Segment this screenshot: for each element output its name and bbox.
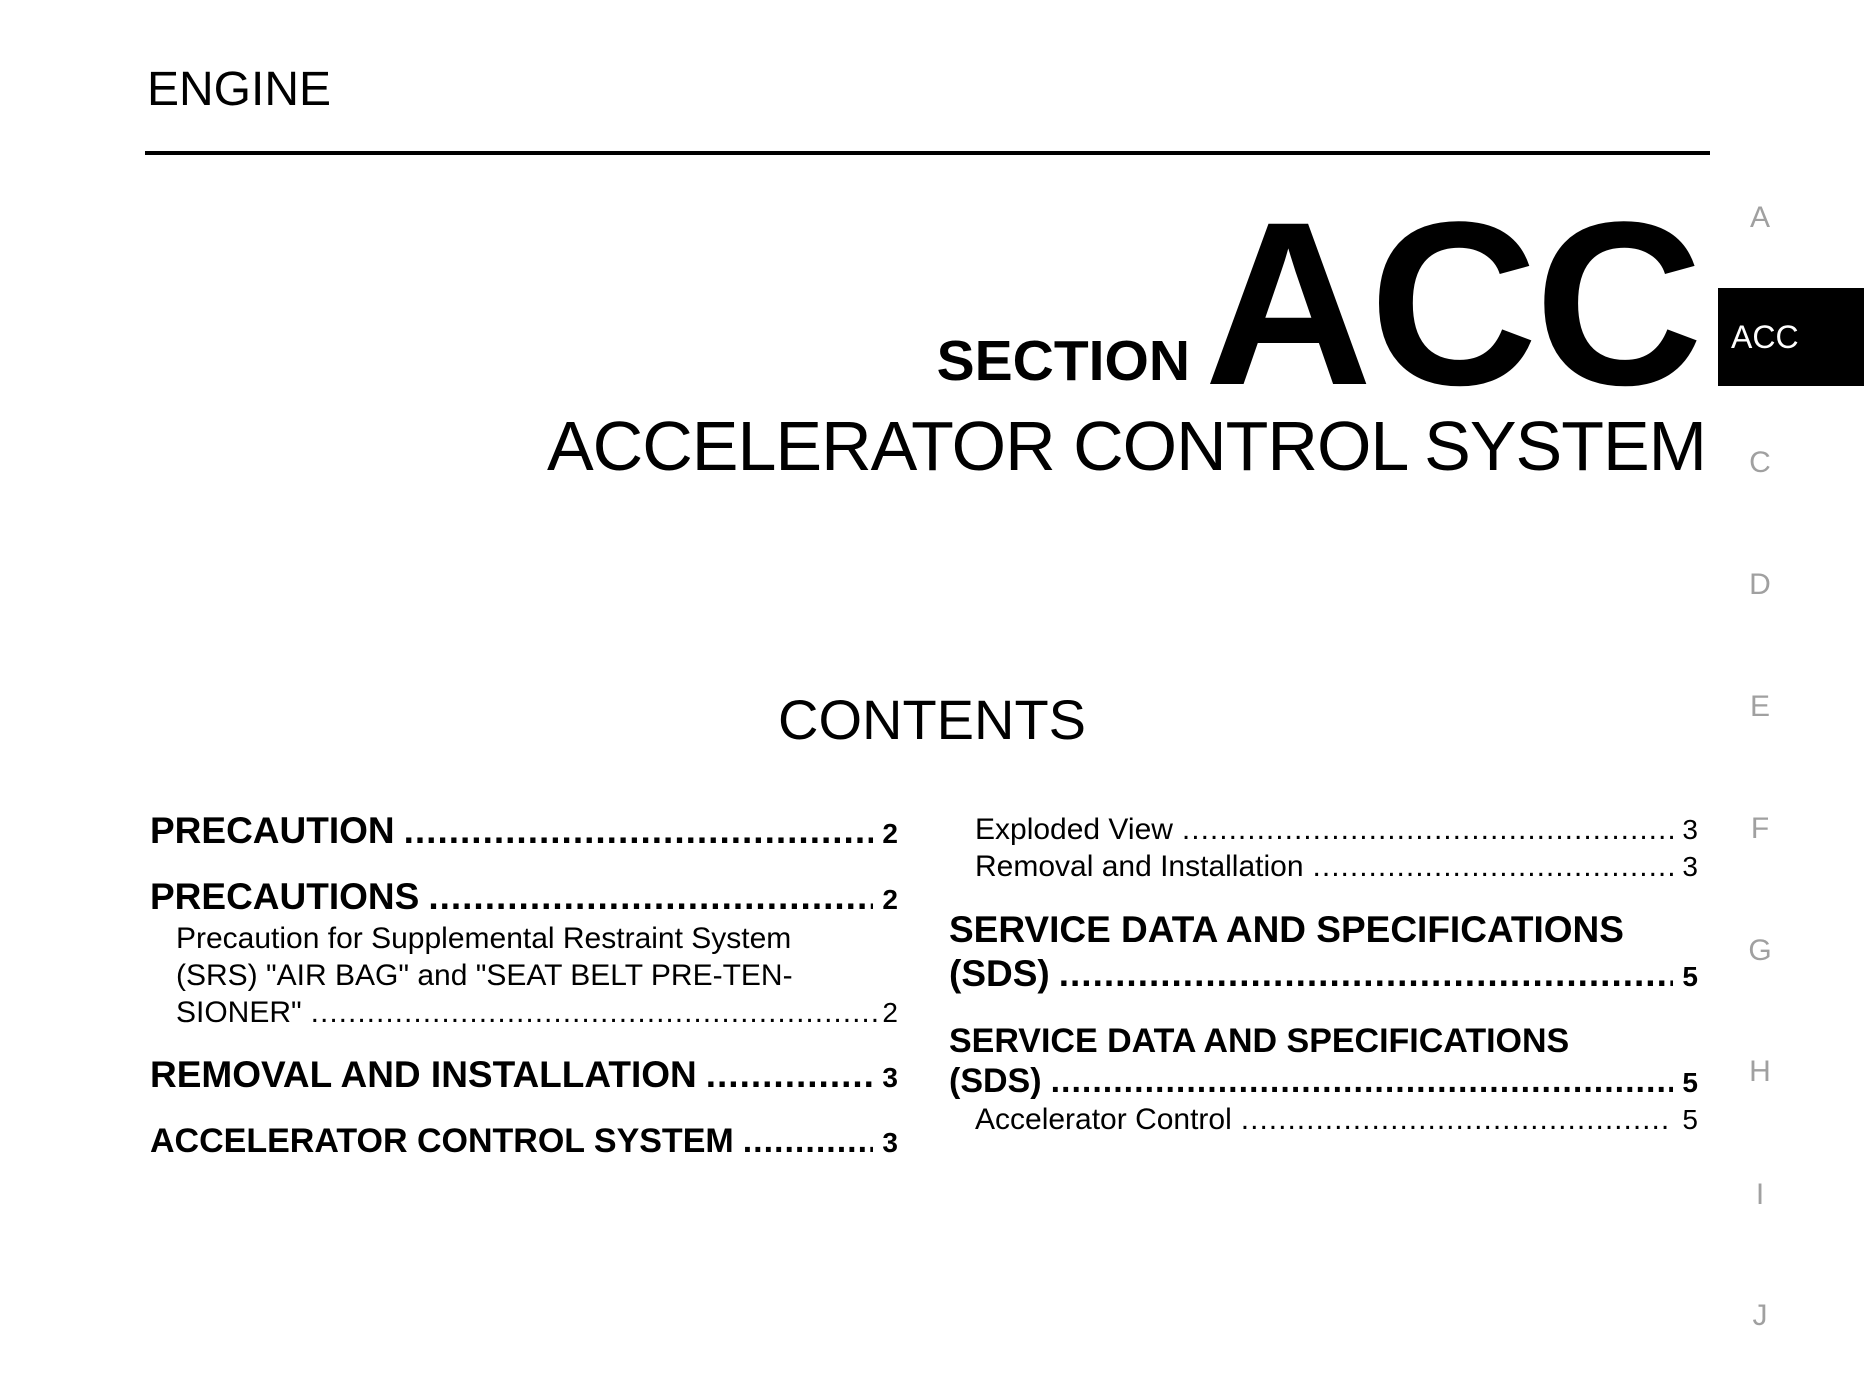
dot-leader	[1051, 1061, 1674, 1101]
toc-entry-title: REMOVAL AND INSTALLATION	[150, 1054, 697, 1095]
index-tab-e[interactable]: E	[1749, 690, 1770, 723]
dot-leader	[706, 1054, 874, 1096]
dot-leader	[1241, 1103, 1674, 1137]
toc-entry-srs-precaution[interactable]	[176, 920, 898, 1031]
toc-page-number: 3	[1682, 814, 1698, 845]
toc-entry-title-line: (SDS)	[949, 953, 1050, 994]
group-title: ENGINE	[147, 63, 332, 116]
toc-page-number: 2	[882, 884, 898, 915]
dot-leader	[1182, 813, 1674, 847]
toc-entry-title-line: SIONER"	[176, 996, 302, 1029]
contents-heading: CONTENTS	[778, 688, 1086, 751]
toc-page-number: 5	[1682, 961, 1698, 992]
index-tab-j[interactable]: J	[1752, 1299, 1768, 1332]
toc-entry-sds-2[interactable]	[949, 1021, 1698, 1103]
toc-page-number: 5	[1682, 1067, 1698, 1098]
index-tab-a[interactable]: A	[1749, 201, 1770, 234]
toc-entry-title-line: (SDS)	[949, 1062, 1042, 1100]
toc-page-number: 2	[882, 818, 898, 849]
toc-entry-title: ACCELERATOR CONTROL SYSTEM	[150, 1122, 734, 1160]
section-label: SECTION	[936, 329, 1190, 393]
toc-entry-sds-1[interactable]	[949, 908, 1698, 999]
toc-entry-precaution[interactable]	[150, 810, 898, 852]
toc-entry-title: PRECAUTIONS	[150, 876, 420, 917]
index-tab-c[interactable]: C	[1749, 446, 1771, 479]
index-tab-acc-active[interactable]: ACC	[1718, 288, 1864, 386]
toc-entry-precautions[interactable]	[150, 876, 898, 918]
toc-entry-title: PRECAUTION	[150, 810, 395, 851]
toc-entry-title: Accelerator Control	[975, 1103, 1232, 1136]
index-tab-i[interactable]: I	[1755, 1178, 1765, 1211]
toc-page-number: 5	[1682, 1104, 1698, 1135]
toc-entry-title: Exploded View	[975, 813, 1173, 846]
section-code: ACC	[1204, 174, 1700, 434]
toc-page-number: 3	[1682, 851, 1698, 882]
toc-entry-accelerator-control[interactable]	[975, 1103, 1698, 1137]
toc-entry-title: Removal and Installation	[975, 850, 1304, 883]
index-tab-d[interactable]: D	[1749, 568, 1771, 601]
toc-entry-removal-and-installation[interactable]	[975, 850, 1698, 884]
index-tab-h[interactable]: H	[1749, 1055, 1771, 1088]
dot-leader	[1059, 952, 1674, 996]
dot-leader	[404, 810, 874, 852]
toc-page-number: 2	[882, 997, 898, 1028]
index-tab-f[interactable]: F	[1750, 812, 1770, 845]
section-name: ACCELERATOR CONTROL SYSTEM	[546, 407, 1706, 485]
toc-page-number: 3	[882, 1127, 898, 1158]
toc-entry-removal-installation[interactable]	[150, 1054, 898, 1096]
toc-entry-exploded-view[interactable]	[975, 813, 1698, 847]
toc-entry-title-line: SERVICE DATA AND SPECIFICATIONS	[949, 909, 1624, 950]
toc-entry-title-line: Precaution for Supplemental Restraint System	[176, 922, 792, 955]
header-rule	[145, 151, 1710, 155]
dot-leader	[311, 994, 882, 1031]
toc-entry-title-line: SERVICE DATA AND SPECIFICATIONS	[949, 1022, 1570, 1060]
dot-leader	[1313, 850, 1674, 884]
dot-leader	[428, 876, 873, 918]
toc-page-number: 3	[882, 1062, 898, 1093]
toc-entry-title-line: (SRS) "AIR BAG" and "SEAT BELT PRE-TEN-	[176, 959, 793, 992]
dot-leader	[743, 1122, 874, 1161]
toc-entry-accelerator-control-system[interactable]	[150, 1122, 898, 1161]
index-tab-g[interactable]: G	[1748, 934, 1772, 967]
